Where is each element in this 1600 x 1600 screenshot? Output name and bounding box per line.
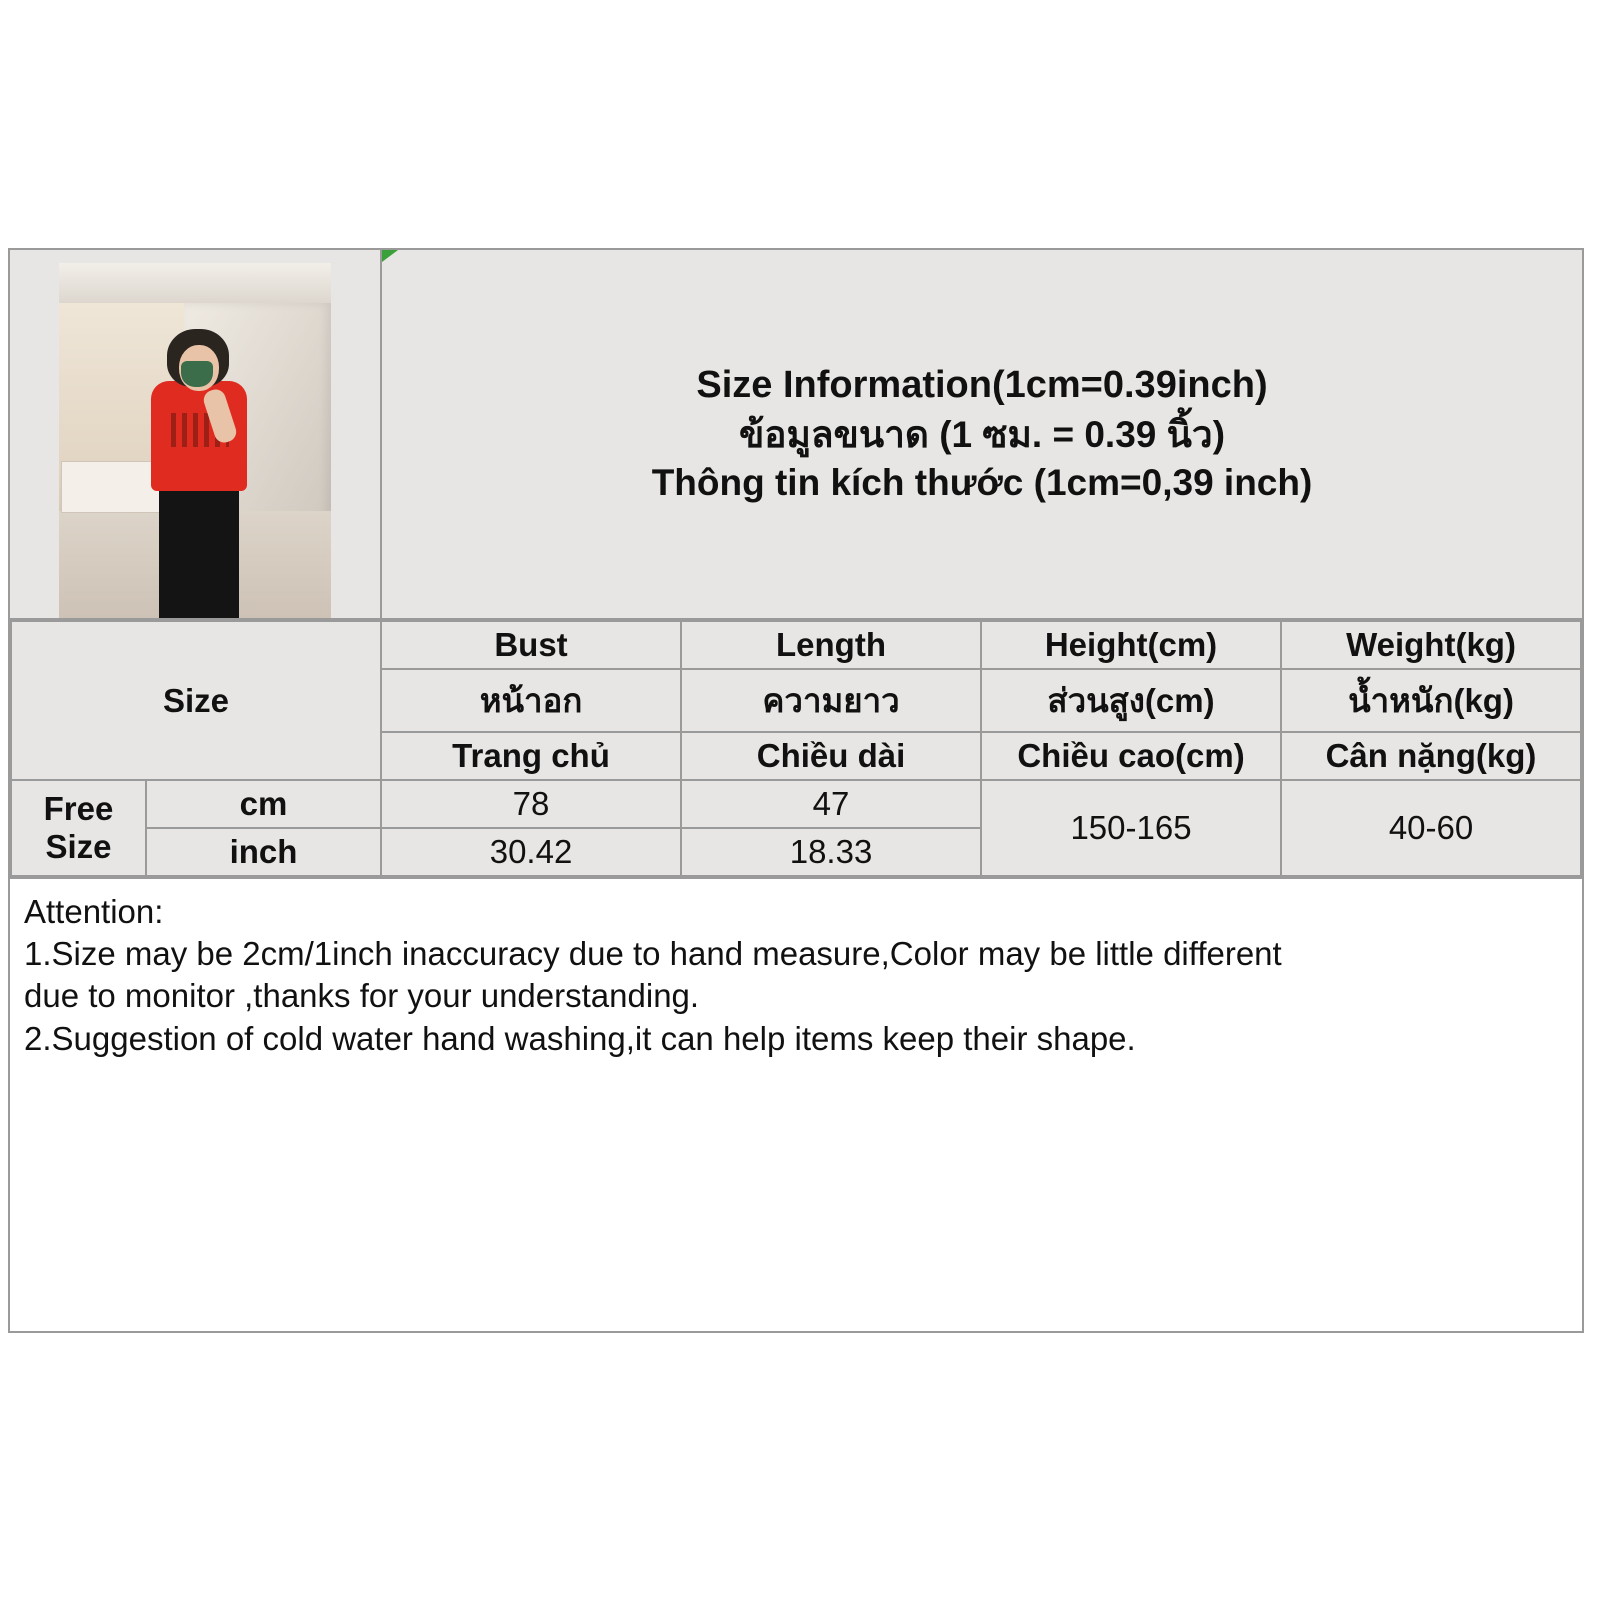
row-size-freesize: Free Size [11, 780, 146, 876]
green-corner-marker-icon [382, 250, 398, 262]
header-bust-th: หน้าอก [381, 669, 681, 732]
header-weight-en: Weight(kg) [1281, 621, 1581, 669]
size-chart-card [8, 248, 1584, 1333]
header-bust-en: Bust [381, 621, 681, 669]
attention-line-1: 1.Size may be 2cm/1inch inaccuracy due to hand measure,Color may be little different [24, 935, 1282, 973]
table-header-row-en [11, 621, 1581, 669]
header-bust-vi: Trang chủ [381, 732, 681, 780]
value-bust-cm: 78 [381, 780, 681, 828]
table-row-freesize-cm [11, 780, 1581, 828]
header-length-th: ความยาว [681, 669, 981, 732]
attention-line-3: 2.Suggestion of cold water hand washing,it can help items keep their shape. [24, 1019, 1136, 1057]
header-weight-vi: Cân nặng(kg) [1281, 732, 1581, 780]
header-length-vi: Chiều dài [681, 732, 981, 780]
value-length-cm: 47 [681, 780, 981, 828]
model-photo [59, 263, 331, 618]
value-bust-inch: 30.42 [381, 828, 681, 876]
title-line-vietnamese: Thông tin kích thước (1cm=0,39 inch) [651, 461, 1313, 503]
attention-heading: Attention: [24, 893, 164, 930]
title-cell [382, 250, 1582, 618]
photo-model-pants [159, 485, 239, 618]
attention-block [10, 877, 1582, 1331]
header-height-th: ส่วนสูง(cm) [981, 669, 1281, 732]
photo-model-mask [181, 361, 213, 387]
header-weight-th: น้ำหนัก(kg) [1281, 669, 1581, 732]
attention-line-2: due to monitor ,thanks for your understanding. [24, 977, 700, 1015]
row-unit-cm: cm [146, 780, 381, 828]
header-height-en: Height(cm) [981, 621, 1281, 669]
size-label-cell: Size [11, 621, 381, 780]
row-unit-inch: inch [146, 828, 381, 876]
header-height-vi: Chiều cao(cm) [981, 732, 1281, 780]
value-height-range: 150-165 [981, 780, 1281, 876]
value-weight-range: 40-60 [1281, 780, 1581, 876]
size-table [10, 620, 1582, 877]
product-photo-cell [10, 250, 382, 618]
title-line-english: Size Information(1cm=0.39inch) [696, 364, 1268, 407]
header-length-en: Length [681, 621, 981, 669]
chart-header-band [10, 250, 1582, 620]
value-length-inch: 18.33 [681, 828, 981, 876]
title-line-thai: ข้อมูลขนาด (1 ซม. = 0.39 นิ้ว) [738, 413, 1226, 455]
